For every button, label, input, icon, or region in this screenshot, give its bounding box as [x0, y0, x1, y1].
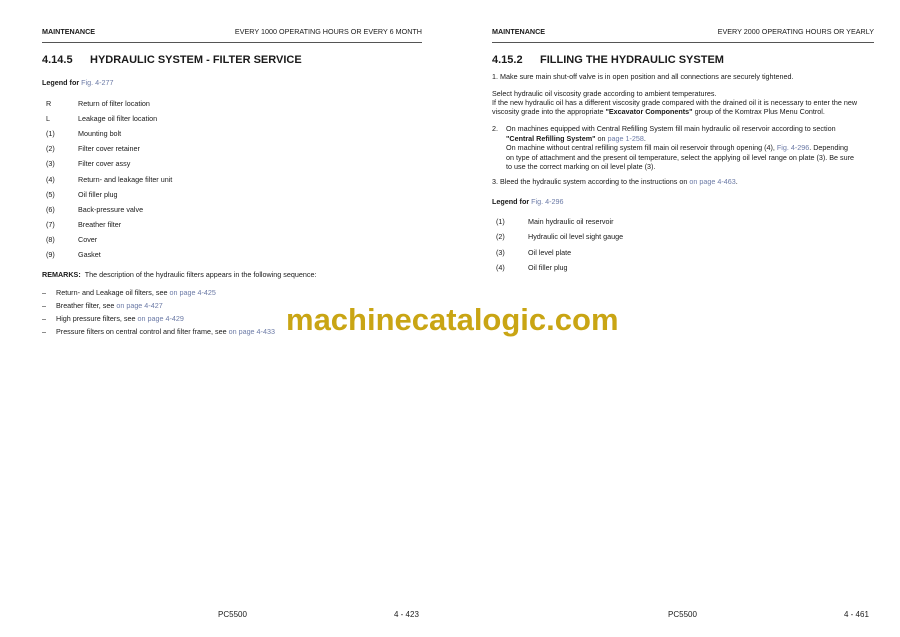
list-item: – Breather filter, see on page 4-427: [42, 301, 163, 310]
page-link[interactable]: on page 4-425: [169, 288, 216, 297]
section-heading: FILLING THE HYDRAULIC SYSTEM: [540, 54, 724, 66]
legend-heading: [492, 197, 564, 206]
page-link[interactable]: on page 4-427: [116, 301, 163, 310]
legend-item: (2) Hydraulic oil level sight gauge: [496, 232, 624, 241]
legend-label: Legend for: [42, 78, 80, 87]
step-3: 3. Bleed the hydraulic system according to the instructions on on page 4-463.: [492, 177, 738, 186]
figure-link[interactable]: Fig. 4-296: [776, 143, 810, 152]
legend-item: (1) Main hydraulic oil reservoir: [496, 217, 614, 226]
header-section: MAINTENANCE: [492, 27, 546, 36]
legend-item: R Return of filter location: [46, 99, 150, 108]
header-rule: [42, 42, 422, 43]
section-title: [42, 54, 302, 66]
footer-page-number: 4 - 423: [394, 610, 419, 619]
step-2: On machines equipped with Central Refilling System fill main hydraulic oil reservoir according to section "Central Refilling System" on page 1-258. On machine without central refilling system fill main oil reservoir through opening (4), Fig. 4-296. Depending on type of attachment and the present oil temperature, select the applying oil level range on plate (3). Be sure to use the correct marking on oil level plate (3).: [506, 124, 855, 171]
page-link[interactable]: on page 4-463: [689, 177, 736, 186]
page-header: [42, 25, 422, 39]
step-2-number: 2.: [492, 124, 498, 133]
list-item: – Pressure filters on central control and filter frame, see on page 4-433: [42, 327, 275, 336]
remarks-label: REMARKS:: [42, 270, 81, 279]
list-item: – High pressure filters, see on page 4-429: [42, 314, 184, 323]
legend-heading: [42, 78, 114, 87]
page-link[interactable]: on page 4-433: [228, 327, 275, 336]
legend-item: (7) Breather filter: [46, 220, 122, 229]
page-link[interactable]: on page 4-429: [137, 314, 184, 323]
figure-link[interactable]: Fig. 4-296: [531, 197, 564, 206]
header-interval: EVERY 1000 OPERATING HOURS OR EVERY 6 MONTH: [234, 27, 422, 36]
list-item: – Return- and Leakage oil filters, see on page 4-425: [42, 288, 216, 297]
header-rule: [492, 42, 874, 43]
figure-link[interactable]: Fig. 4-277: [81, 78, 114, 87]
step-1: 1. Make sure main shut-off valve is in open position and all connections are securely tightened.: [492, 72, 794, 81]
footer-model: PC5500: [218, 610, 247, 619]
viscosity-note-2: If the new hydraulic oil has a different viscosity grade compared with the drained oil it is necessary to enter the new: [492, 98, 858, 107]
legend-label: Legend for: [492, 197, 530, 206]
section-title: [492, 54, 724, 66]
section-number: 4.14.5: [42, 54, 73, 66]
legend-item: (2) Filter cover retainer: [46, 144, 140, 153]
remarks-text: The description of the hydraulic filters appears in the following sequence:: [84, 270, 317, 279]
legend-item: (1) Mounting bolt: [46, 129, 122, 138]
viscosity-note: Select hydraulic oil viscosity grade according to ambient temperatures.: [492, 89, 717, 98]
viscosity-note-3: viscosity grade into the appropriate "Excavator Components" group of the Komtrax Plus Menu Control.: [492, 107, 825, 116]
footer-page-number: 4 - 461: [844, 610, 869, 619]
header-section: MAINTENANCE: [42, 27, 96, 36]
legend-item: (8) Cover: [46, 235, 98, 244]
legend-item: (5) Oil filler plug: [46, 190, 118, 199]
legend-item: (3) Oil level plate: [496, 248, 572, 257]
section-number: 4.15.2: [492, 54, 523, 66]
legend-item: (3) Filter cover assy: [46, 159, 131, 168]
watermark: machinecatalogic.com: [286, 302, 619, 337]
legend-item: L Leakage oil filter location: [46, 114, 158, 123]
legend-item: (4) Return- and leakage filter unit: [46, 175, 173, 184]
page-header: [492, 25, 874, 39]
page-link[interactable]: page 1-258: [607, 133, 644, 143]
legend-item: (6) Back-pressure valve: [46, 205, 144, 214]
header-interval: EVERY 2000 OPERATING HOURS OR YEARLY: [717, 27, 874, 36]
remarks: [42, 270, 316, 280]
footer-model: PC5500: [668, 610, 697, 619]
section-heading: HYDRAULIC SYSTEM - FILTER SERVICE: [90, 54, 302, 66]
legend-item: (9) Gasket: [46, 250, 101, 259]
legend-item: (4) Oil filler plug: [496, 263, 568, 272]
